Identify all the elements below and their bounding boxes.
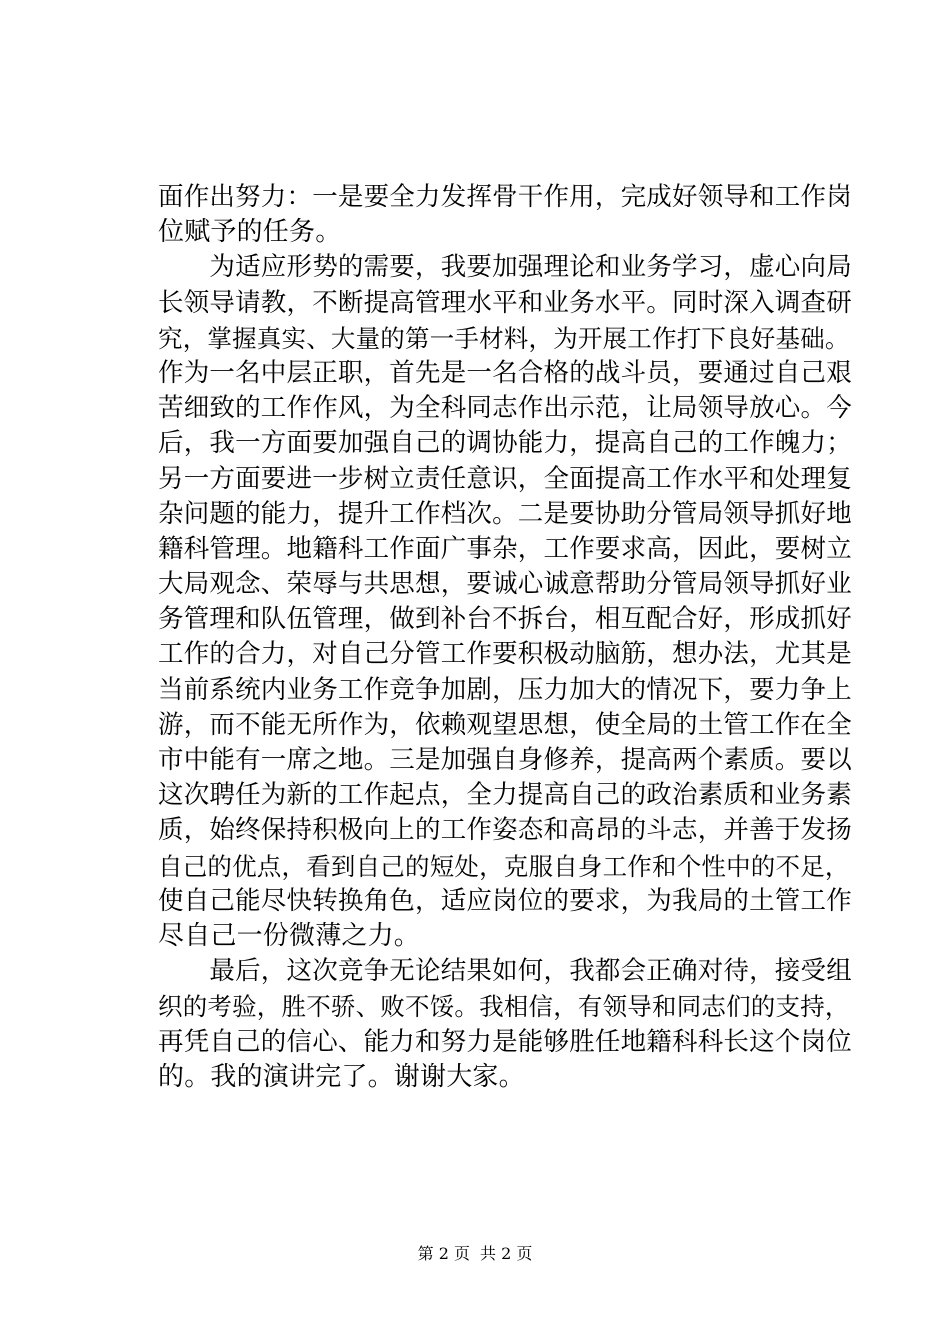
text-line: 最后，这次竞争无论结果如何，我都会正确对待，接受组 bbox=[158, 956, 852, 987]
text-line: 这次聘任为新的工作起点，全力提高自己的政治素质和业务素 bbox=[158, 780, 852, 811]
document-body bbox=[158, 180, 858, 1095]
text-line: 长领导请教，不断提高管理水平和业务水平。同时深入调查研 bbox=[158, 287, 852, 318]
text-line: 位赋予的任务。 bbox=[158, 217, 342, 248]
text-line: 为适应形势的需要，我要加强理论和业务学习，虚心向局 bbox=[158, 252, 852, 283]
text-line: 务管理和队伍管理，做到补台不拆台，相互配合好，形成抓好 bbox=[158, 604, 852, 635]
page-number: 第 2 页 bbox=[417, 1244, 470, 1263]
text-line: 籍科管理。地籍科工作面广事杂，工作要求高，因此，要树立 bbox=[158, 533, 852, 564]
text-line: 大局观念、荣辱与共思想，要诚心诚意帮助分管局领导抓好业 bbox=[158, 569, 852, 600]
text-line: 使自己能尽快转换角色，适应岗位的要求，为我局的土管工作 bbox=[158, 885, 852, 916]
text-line: 作为一名中层正职，首先是一名合格的战斗员，要通过自己艰 bbox=[158, 357, 852, 388]
text-line: 面作出努力：一是要全力发挥骨干作用，完成好领导和工作岗 bbox=[158, 182, 852, 212]
text-line: 质，始终保持积极向上的工作姿态和高昂的斗志，并善于发扬 bbox=[158, 815, 852, 846]
text-line: 市中能有一席之地。三是加强自身修养，提高两个素质。要以 bbox=[158, 745, 852, 775]
page-footer bbox=[0, 1244, 950, 1264]
text-line: 当前系统内业务工作竞争加剧，压力加大的情况下，要力争上 bbox=[158, 674, 852, 705]
text-line: 后，我一方面要加强自己的调协能力，提高自己的工作魄力； bbox=[158, 428, 852, 459]
text-line: 织的考验，胜不骄、败不馁。我相信，有领导和同志们的支持， bbox=[158, 992, 850, 1022]
text-line: 自己的优点，看到自己的短处，克服自身工作和个性中的不足， bbox=[158, 851, 850, 881]
text-line: 另一方面要进一步树立责任意识，全面提高工作水平和处理复 bbox=[158, 463, 852, 494]
page-total: 共 2 页 bbox=[480, 1244, 533, 1263]
text-line: 的。我的演讲完了。谢谢大家。 bbox=[158, 1061, 525, 1092]
text-line: 苦细致的工作作风，为全科同志作出示范，让局领导放心。今 bbox=[158, 393, 852, 424]
text-line: 再凭自己的信心、能力和努力是能够胜任地籍科科长这个岗位 bbox=[158, 1026, 852, 1057]
text-line: 杂问题的能力，提升工作档次。二是要协助分管局领导抓好地 bbox=[158, 498, 852, 529]
text-line: 游，而不能无所作为，依赖观望思想，使全局的土管工作在全 bbox=[158, 709, 852, 740]
text-line: 尽自己一份微薄之力。 bbox=[158, 920, 421, 951]
text-line: 究，掌握真实、大量的第一手材料，为开展工作打下良好基础。 bbox=[158, 323, 850, 353]
text-line: 工作的合力，对自己分管工作要积极动脑筋，想办法，尤其是 bbox=[158, 639, 852, 670]
